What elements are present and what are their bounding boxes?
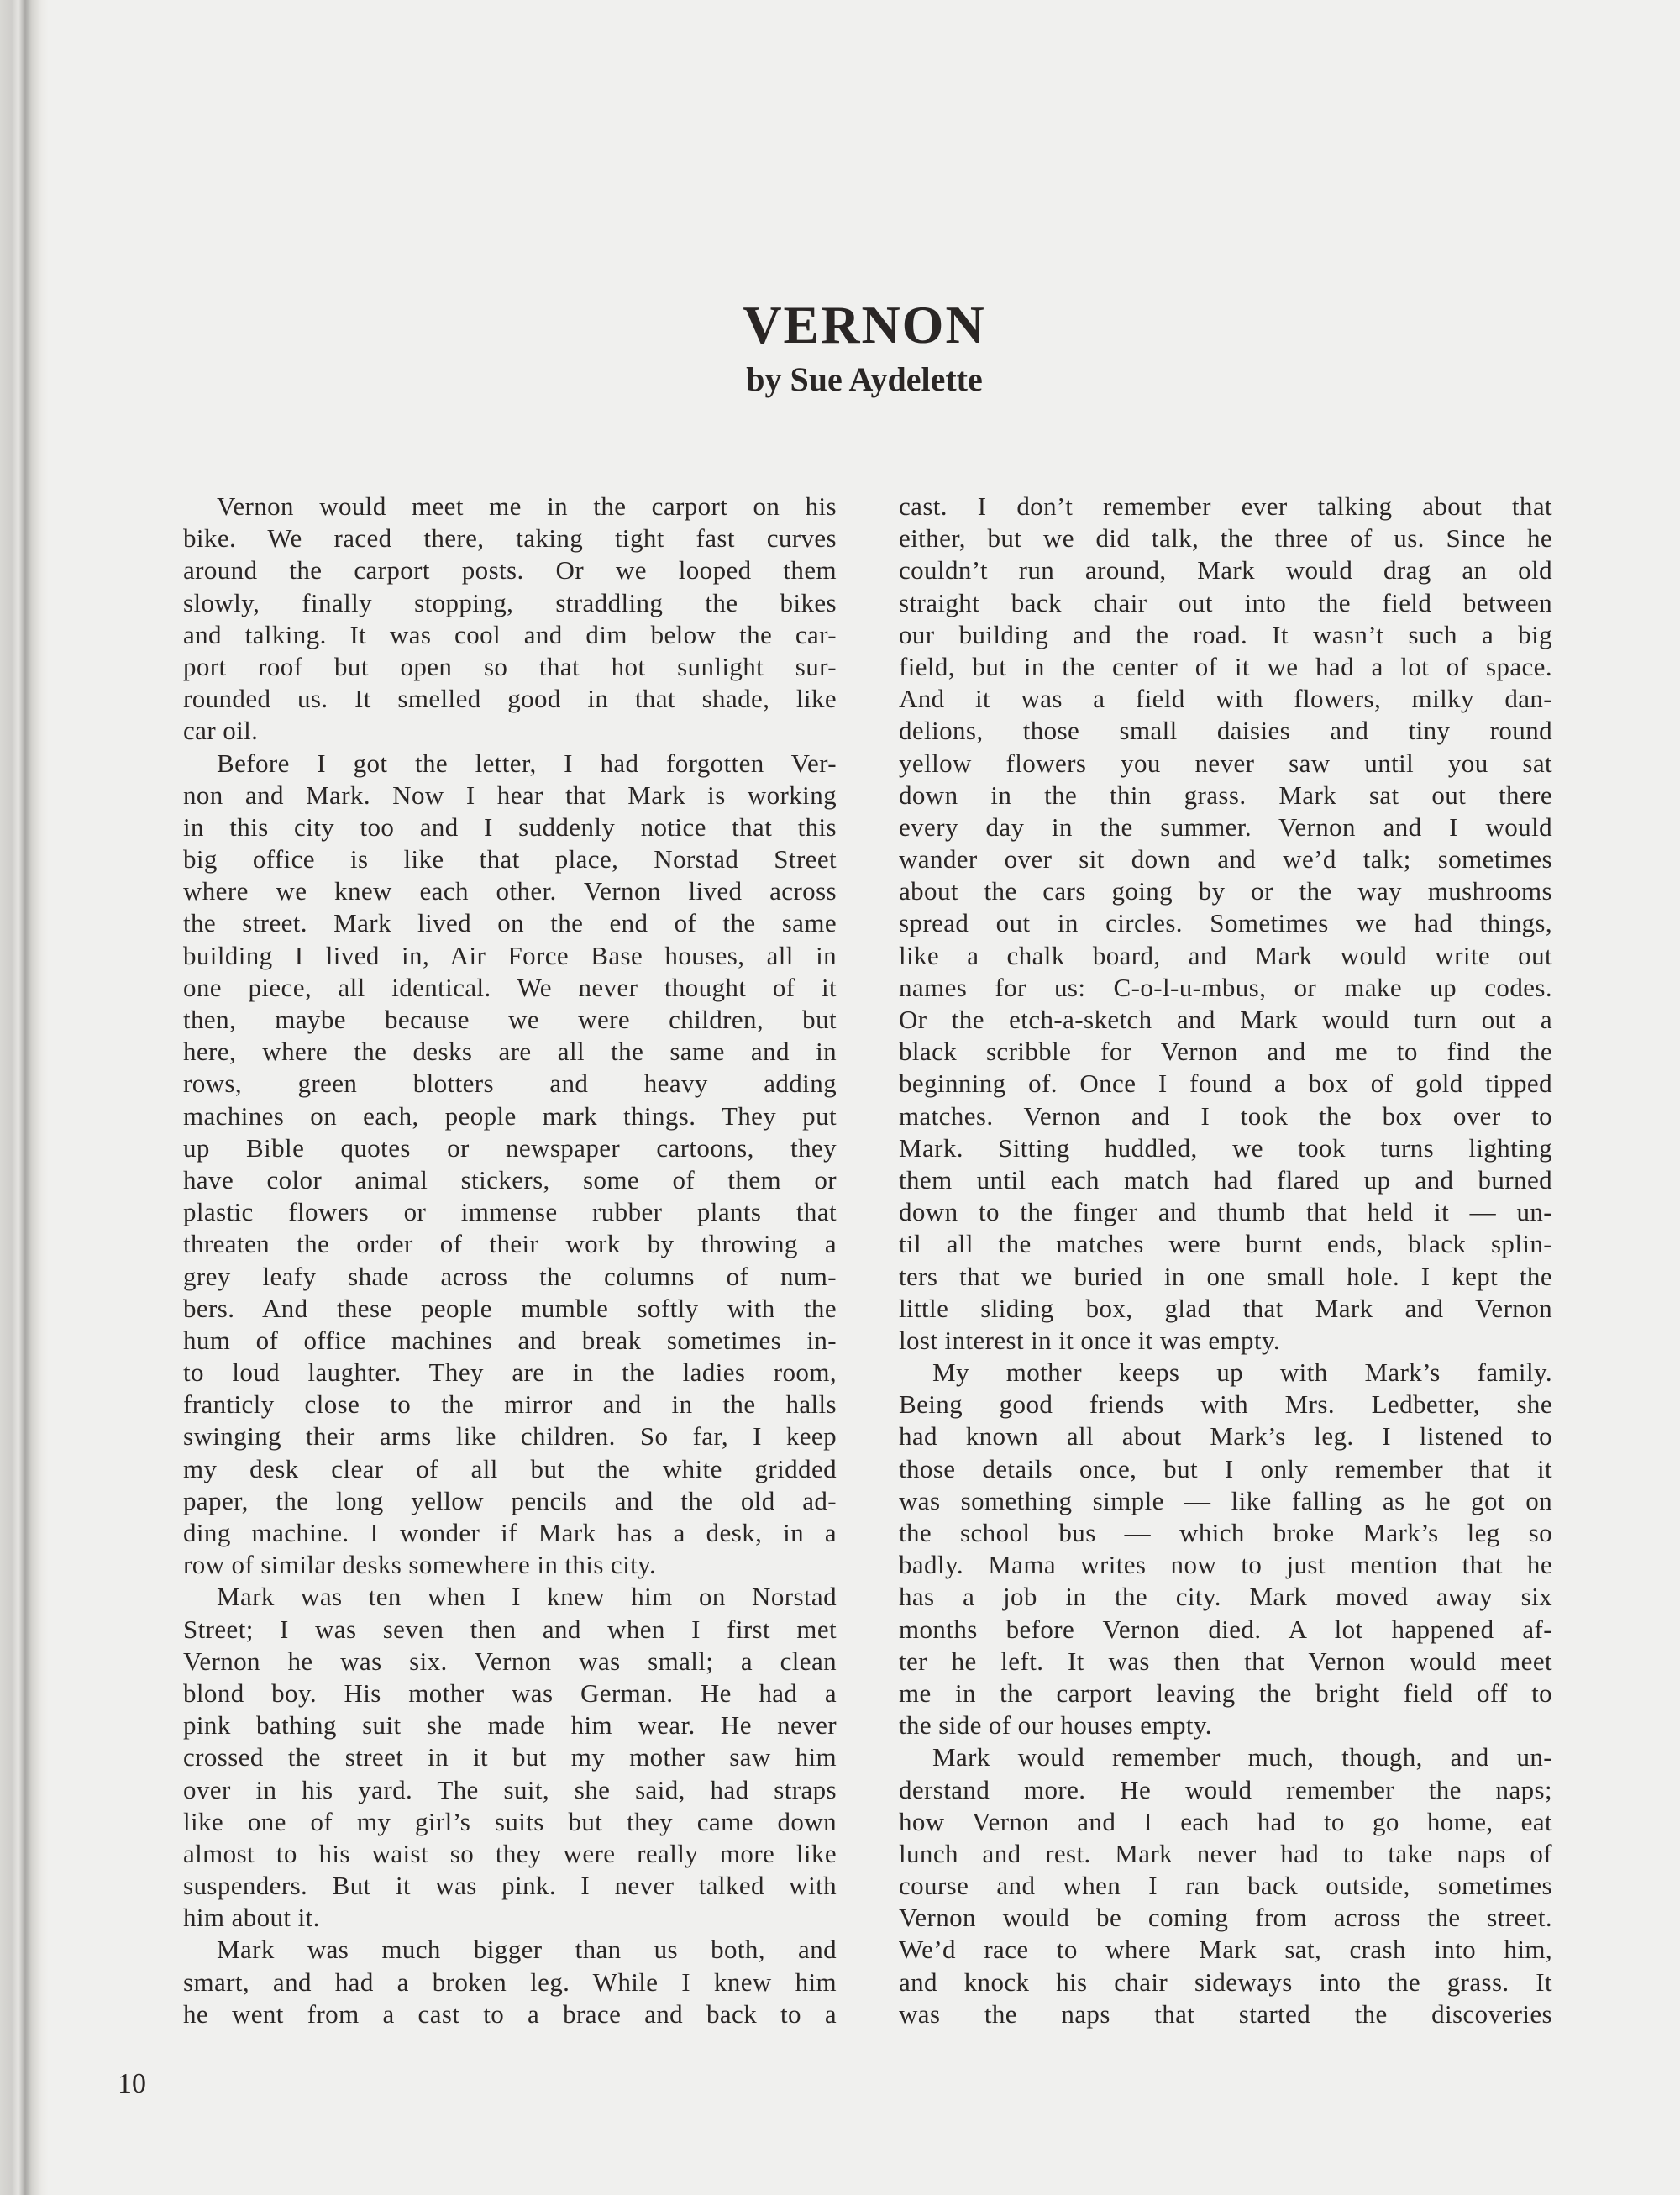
text-line: months before Vernon died. A lot happened af- <box>899 1614 1552 1644</box>
text-line: then, maybe because we were children, but <box>183 1005 837 1034</box>
text-line: names for us: C-o-l-u-mbus, or make up codes. <box>899 972 1552 1002</box>
text-line: like one of my girl’s suits but they came down <box>183 1806 837 1836</box>
text-line: slowly, finally stopping, straddling the bikes <box>183 587 837 617</box>
text-line: Mark was ten when I knew him on Norstad <box>217 1582 837 1612</box>
text-line: machines on each, people mark things. They put <box>183 1100 837 1131</box>
text-line: wander over sit down and we’d talk; sometimes <box>899 844 1552 874</box>
text-line: in this city too and I suddenly notice that this <box>183 811 837 842</box>
article-title: VERNON <box>743 295 986 354</box>
paragraph <box>899 1741 1552 2030</box>
text-column-right <box>899 491 1552 2030</box>
text-line: had known all about Mark’s leg. I listened to <box>899 1421 1552 1452</box>
text-line: Vernon he was six. Vernon was small; a clean <box>183 1646 837 1676</box>
article-byline: by Sue Aydelette <box>746 360 983 398</box>
paragraph <box>183 491 837 748</box>
text-line: rows, green blotters and heavy adding <box>183 1069 837 1099</box>
text-line: Being good friends with Mrs. Ledbetter, she <box>899 1389 1552 1420</box>
text-line: and knock his chair sideways into the grass. It <box>899 1967 1552 1997</box>
text-line: We’d race to where Mark sat, crash into him, <box>899 1935 1552 1965</box>
paragraph <box>183 1934 837 2030</box>
text-line: the street. Mark lived on the end of the same <box>183 908 837 938</box>
text-line: have color animal stickers, some of them or <box>183 1164 837 1195</box>
text-line: one piece, all identical. We never thought of it <box>183 972 837 1002</box>
paragraph <box>899 491 1552 1357</box>
text-line: straight back chair out into the field between <box>899 587 1552 617</box>
text-line: the side of our houses empty. <box>899 1710 1212 1741</box>
text-line: ters that we buried in one small hole. I kept the <box>899 1261 1552 1291</box>
text-line: franticly close to the mirror and in the halls <box>183 1389 837 1420</box>
text-line: like a chalk board, and Mark would write out <box>899 940 1552 970</box>
text-line: beginning of. Once I found a box of gold tipped <box>899 1069 1552 1099</box>
text-line: crossed the street in it but my mother saw him <box>183 1742 837 1772</box>
paragraph <box>183 1581 837 1934</box>
text-line: building I lived in, Air Force Base houses, all in <box>183 940 837 970</box>
text-line: was the naps that started the discoveries <box>899 1998 1552 2029</box>
text-line: field, but in the center of it we had a lot of space. <box>899 651 1552 681</box>
text-line: smart, and had a broken leg. While I knew him <box>183 1967 837 1997</box>
text-line: My mother keeps up with Mark’s family. <box>932 1357 1552 1388</box>
text-line: delions, those small daisies and tiny round <box>899 716 1552 746</box>
text-line: lunch and rest. Mark never had to take naps of <box>899 1838 1552 1868</box>
text-line: big office is like that place, Norstad Street <box>183 844 837 874</box>
text-line: course and when I ran back outside, sometimes <box>899 1871 1552 1901</box>
text-line: and talking. It was cool and dim below the car- <box>183 619 837 649</box>
text-line: ter he left. It was then that Vernon would meet <box>899 1646 1552 1676</box>
text-line: where we knew each other. Vernon lived across <box>183 876 837 906</box>
text-line: either, but we did talk, the three of us. Since he <box>899 523 1552 554</box>
text-line: non and Mark. Now I hear that Mark is working <box>183 780 837 810</box>
text-line: Mark was much bigger than us both, and <box>217 1935 837 1965</box>
text-line: every day in the summer. Vernon and I would <box>899 811 1552 842</box>
text-line: my desk clear of all but the white gridded <box>183 1453 837 1483</box>
text-line: matches. Vernon and I took the box over to <box>899 1100 1552 1131</box>
text-line: to loud laughter. They are in the ladies room, <box>183 1357 837 1388</box>
text-line: was something simple — like falling as he got on <box>899 1485 1552 1515</box>
page-number: 10 <box>118 2068 146 2099</box>
text-line: hum of office machines and break sometimes in- <box>183 1325 837 1355</box>
text-line: around the carport posts. Or we looped them <box>183 555 837 586</box>
text-line: Vernon would be coming from across the street. <box>899 1903 1552 1933</box>
text-line: til all the matches were burnt ends, black splin- <box>899 1229 1552 1259</box>
text-line: blond boy. His mother was German. He had a <box>183 1678 837 1708</box>
text-line: port roof but open so that hot sunlight sur- <box>183 651 837 681</box>
text-line: threaten the order of their work by throwing a <box>183 1229 837 1259</box>
text-line: plastic flowers or immense rubber plants that <box>183 1197 837 1227</box>
text-line: grey leafy shade across the columns of num- <box>183 1261 837 1291</box>
text-line: derstand more. He would remember the naps; <box>899 1774 1552 1804</box>
text-line: pink bathing suit she made him wear. He never <box>183 1710 837 1741</box>
text-line: them until each match had flared up and burned <box>899 1164 1552 1195</box>
text-line: spread out in circles. Sometimes we had things, <box>899 908 1552 938</box>
text-line: has a job in the city. Mark moved away six <box>899 1582 1552 1612</box>
text-line: how Vernon and I each had to go home, eat <box>899 1806 1552 1836</box>
text-line: Mark would remember much, though, and un- <box>932 1742 1552 1772</box>
text-line: swinging their arms like children. So far, I keep <box>183 1421 837 1452</box>
text-column-left <box>183 491 837 2030</box>
text-line: little sliding box, glad that Mark and Vernon <box>899 1293 1552 1323</box>
text-line: Or the etch-a-sketch and Mark would turn out a <box>899 1005 1552 1034</box>
text-line: down in the thin grass. Mark sat out there <box>899 780 1552 810</box>
text-line: badly. Mama writes now to just mention that he <box>899 1550 1552 1580</box>
text-line: yellow flowers you never saw until you sat <box>899 748 1552 778</box>
text-line: over in his yard. The suit, she said, had straps <box>183 1774 837 1804</box>
text-line: those details once, but I only remember that it <box>899 1453 1552 1483</box>
text-line: he went from a cast to a brace and back to a <box>183 1998 837 2029</box>
text-line: lost interest in it once it was empty. <box>899 1325 1280 1355</box>
text-line: black scribble for Vernon and me to find the <box>899 1037 1552 1067</box>
text-line: paper, the long yellow pencils and the old ad- <box>183 1485 837 1515</box>
text-line: car oil. <box>183 716 259 746</box>
text-line: row of similar desks somewhere in this city. <box>183 1550 657 1580</box>
text-line: me in the carport leaving the bright field off to <box>899 1678 1552 1708</box>
text-line: rounded us. It smelled good in that shade, like <box>183 684 837 714</box>
text-line: cast. I don’t remember ever talking about that <box>899 491 1552 521</box>
text-line: here, where the desks are all the same and in <box>183 1037 837 1067</box>
text-line: bers. And these people mumble softly with the <box>183 1293 837 1323</box>
text-line: our building and the road. It wasn’t such a big <box>899 619 1552 649</box>
text-line: couldn’t run around, Mark would drag an old <box>899 555 1552 586</box>
text-line: about the cars going by or the way mushrooms <box>899 876 1552 906</box>
text-line: And it was a field with flowers, milky dan- <box>899 684 1552 714</box>
text-line: bike. We raced there, taking tight fast curves <box>183 523 837 554</box>
paragraph <box>183 748 837 1582</box>
text-line: suspenders. But it was pink. I never talked with <box>183 1871 837 1901</box>
text-line: up Bible quotes or newspaper cartoons, they <box>183 1132 837 1163</box>
text-line: Vernon would meet me in the carport on his <box>217 491 837 521</box>
text-line: Before I got the letter, I had forgotten Ver- <box>217 748 837 778</box>
paragraph <box>899 1357 1552 1741</box>
text-line: down to the finger and thumb that held it — un- <box>899 1197 1552 1227</box>
text-line: Mark. Sitting huddled, we took turns lighting <box>899 1132 1552 1163</box>
text-line: him about it. <box>183 1903 320 1933</box>
text-line: ding machine. I wonder if Mark has a desk, in a <box>183 1518 837 1547</box>
text-line: Street; I was seven then and when I first met <box>183 1614 837 1644</box>
text-line: the school bus — which broke Mark’s leg so <box>899 1518 1552 1547</box>
text-line: almost to his waist so they were really more like <box>183 1838 837 1868</box>
